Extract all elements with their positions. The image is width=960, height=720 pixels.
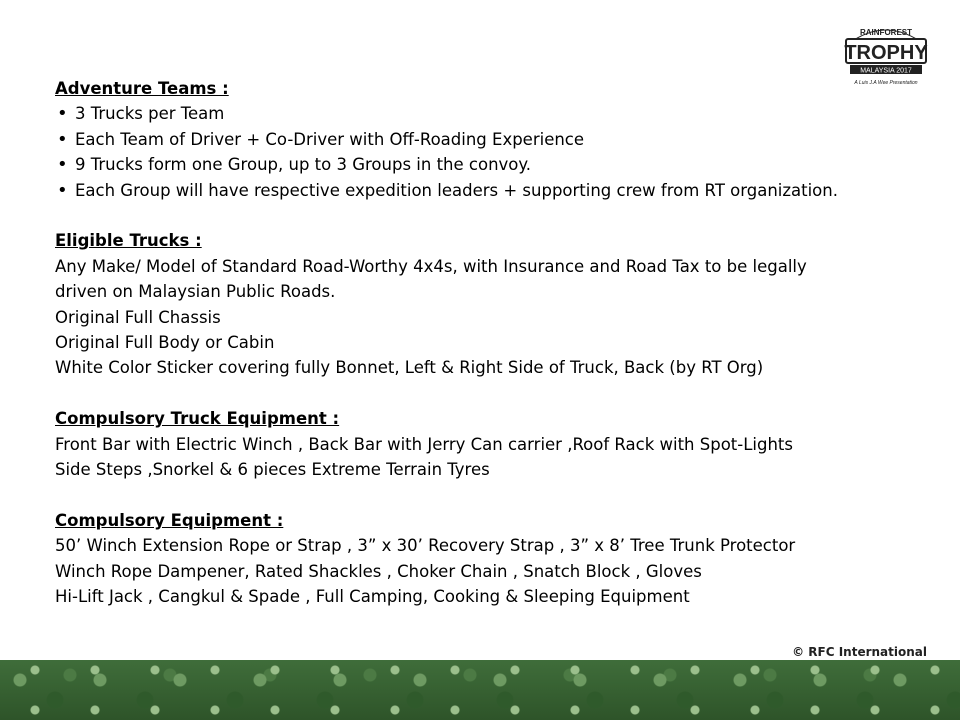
text-line: Original Full Body or Cabin (55, 333, 275, 353)
logo-tagline: A Luis J.A Wee Presentation (854, 80, 918, 86)
section-heading: Eligible Trucks : (55, 231, 202, 251)
main-content (55, 76, 918, 635)
text-line: 50’ Winch Extension Rope or Strap , 3” x 30’ Recovery Strap , 3” x 8’ Tree Trunk Protector (55, 536, 796, 556)
text-line: Original Full Chassis (55, 307, 221, 327)
section-adventure-teams (55, 76, 918, 203)
logo-top-text: RAINFOREST (860, 28, 912, 37)
bullet-list (55, 101, 915, 203)
list-item: • Each Group will have respective expedition leaders + supporting crew from RT organization. (55, 178, 915, 203)
text-line: Winch Rope Dampener, Rated Shackles , Choker Chain , Snatch Block , Gloves (55, 561, 702, 581)
footer-foliage-band (0, 660, 960, 720)
list-item: • Each Team of Driver + Co-Driver with Off-Roading Experience (55, 127, 915, 152)
text-line: Side Steps ,Snorkel & 6 pieces Extreme Terrain Tyres (55, 460, 490, 480)
logo-sub-text: MALAYSIA 2017 (860, 67, 912, 75)
text-line: Front Bar with Electric Winch , Back Bar with Jerry Can carrier ,Roof Rack with Spot-Lights (55, 434, 793, 454)
section-heading: Adventure Teams : (55, 79, 229, 98)
section-heading: Compulsory Equipment : (55, 510, 284, 530)
text-line: White Color Sticker covering fully Bonnet, Left & Right Side of Truck, Back (by RT Org) (55, 358, 764, 378)
section-heading: Compulsory Truck Equipment : (55, 409, 340, 429)
logo-main-text: TROPHY (844, 42, 928, 64)
text-line: Hi-Lift Jack , Cangkul & Spade , Full Camping, Cooking & Sleeping Equipment (55, 587, 690, 607)
section-eligible-trucks (55, 228, 915, 380)
text-line: driven on Malaysian Public Roads. (55, 282, 336, 302)
list-item: • 9 Trucks form one Group, up to 3 Groups in the convoy. (55, 152, 915, 177)
section-compulsory-equipment (55, 508, 915, 610)
list-item: • 3 Trucks per Team (55, 101, 915, 126)
text-line: Any Make/ Model of Standard Road-Worthy 4x4s, with Insurance and Road Tax to be legally (55, 256, 807, 276)
copyright-notice: © RFC International (792, 645, 927, 659)
section-compulsory-truck-equipment (55, 406, 915, 482)
